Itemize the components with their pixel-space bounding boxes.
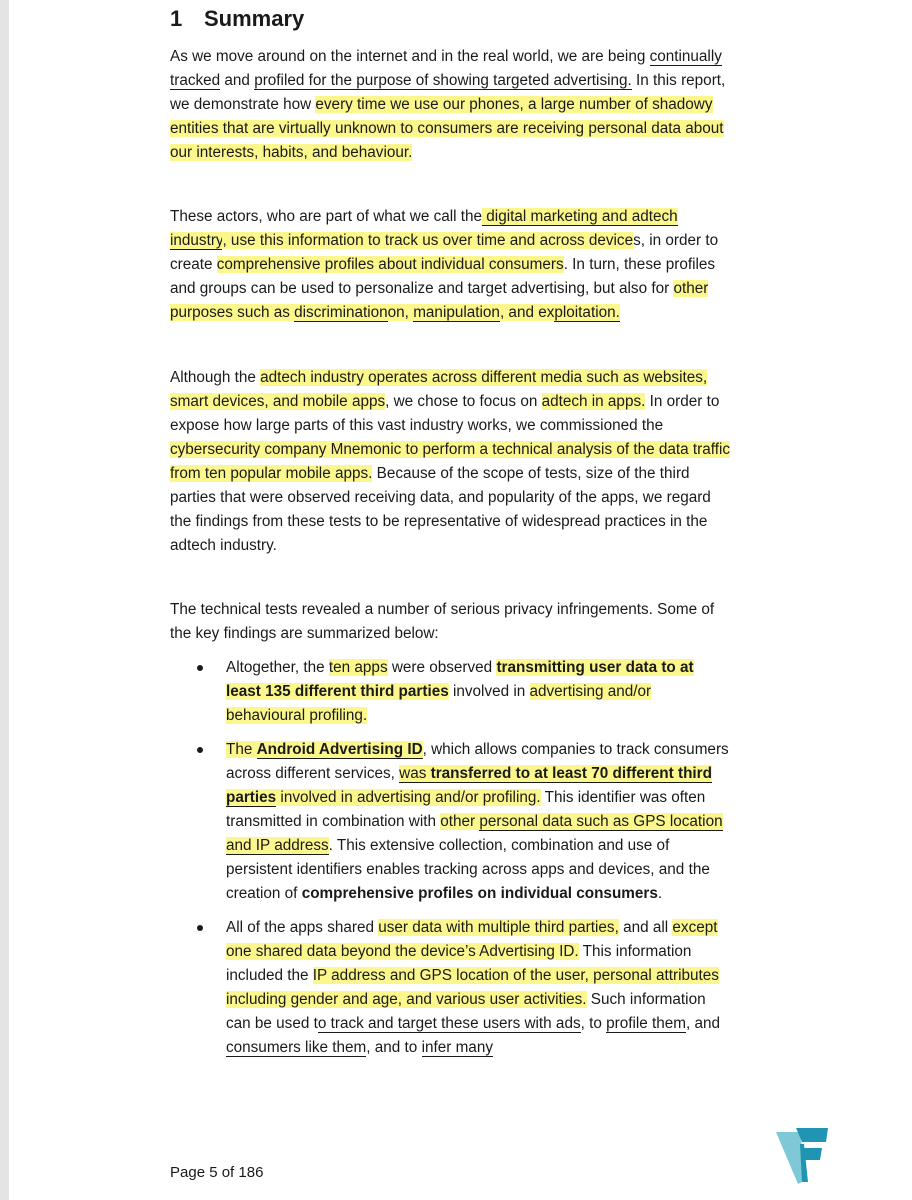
highlighted-text: other (440, 813, 480, 830)
highlighted-text: IP address and GPS location of the user, personal attributes including gender and age, and various user activities. (226, 967, 719, 1008)
bold-text: comprehensive profiles on individual consumers (301, 885, 658, 902)
text-run: , we chose to focus on (385, 393, 542, 410)
bullet-icon (197, 665, 203, 671)
list-item (170, 656, 730, 728)
text-run: , and (686, 1015, 721, 1032)
highlighted-underlined-text: was (399, 765, 431, 782)
underlined-text: profile them (606, 1015, 687, 1032)
highlighted-text: comprehensive profiles about individual consumers (216, 256, 564, 273)
text-run: Such information can be used t (226, 991, 706, 1032)
highlighted-text: other purposes such as (170, 280, 709, 321)
section-title: Summary (204, 6, 305, 31)
section-heading (170, 4, 304, 34)
highlighted-text: The (226, 741, 257, 758)
text-run: . In turn, these profiles and groups can be used to personalize and target advertising, but also for (170, 256, 716, 297)
highlighted-text: , and ex (499, 304, 555, 321)
highlighted-underlined-text: digital marketing and adtech industry (170, 208, 678, 249)
highlighted-text: except one shared data beyond the device’s Advertising ID. (226, 919, 718, 960)
text-run: In order to expose how large parts of this vast industry works, we commissioned the (170, 393, 720, 434)
highlighted-underlined-text: ploitation. (554, 304, 620, 321)
text-run: , and to (366, 1039, 422, 1056)
highlighted-text: advertising and/or behavioural profiling. (226, 683, 652, 724)
list-item (170, 738, 730, 906)
text-run: and (220, 72, 255, 89)
text-run: and all (618, 919, 673, 936)
forbrukerradet-logo-icon (774, 1126, 830, 1184)
text-run: Because of the scope of tests, size of the third parties that were observed receiving data, and popularity of the apps, we regard the findings from these tests to be representative of widespread practices in the adtech industry. (170, 465, 711, 554)
highlighted-text: adtech industry operates across different media such as websites, smart devices, and mobile apps (170, 369, 708, 410)
highlighted-bold-underlined-text: Android Advertising ID (256, 741, 423, 758)
bullet-icon (197, 925, 203, 931)
underlined-text: infer many (421, 1039, 493, 1056)
highlighted-text: every time we use our phones, a large number of shadowy entities that are virtually unknown to consumers are receiving personal data about our interests, habits, and behaviour. (170, 96, 724, 161)
highlighted-text: cybersecurity company Mnemonic to perform a technical analysis of the data traffic from ten popular mobile apps. (170, 441, 731, 482)
highlighted-bold-underlined-text: transferred to at least 70 different third parties (226, 765, 712, 806)
text-run: Altogether, the (226, 659, 329, 676)
highlighted-text: involved in advertising and/or profiling. (276, 789, 541, 806)
paragraph-adtech (170, 366, 730, 558)
text-run: , which allows companies to track consumers across different services, (226, 741, 729, 782)
page-number-footer: Page 5 of 186 (170, 1164, 264, 1181)
highlighted-text: on, (387, 304, 414, 321)
text-run: . This extensive collection, combination and use of persistent identifiers enables tracking across apps and devices, and the creation of (226, 837, 710, 902)
list-item (170, 916, 730, 1060)
text-run: s, in order to create (170, 232, 719, 273)
section-number: 1 (170, 6, 183, 31)
text-run: involved in (448, 683, 530, 700)
text-run: . (657, 885, 663, 902)
highlighted-text: user data with multiple third parties, (378, 919, 619, 936)
document-page (9, 0, 912, 1200)
underlined-text: continually tracked (170, 48, 722, 89)
text-run: were observed (387, 659, 497, 676)
text-run: As we move around on the internet and in the real world, we are being (170, 48, 650, 65)
underlined-text: profiled for the purpose of showing targeted advertising. (254, 72, 632, 89)
highlighted-underlined-text: manipulation (413, 304, 500, 321)
text-run: The technical tests revealed a number of serious privacy infringements. Some of the key findings are summarized below: (170, 601, 715, 642)
text-run: These actors, who are part of what we call the (170, 208, 483, 225)
text-run: This information included the (226, 943, 692, 984)
bullet-icon (197, 747, 203, 753)
underlined-text: consumers like them (226, 1039, 367, 1056)
highlighted-bold-text: transmitting user data to at least 135 different third parties (226, 659, 694, 700)
paragraph-actors (170, 205, 730, 325)
text-run: All of the apps shared (226, 919, 379, 936)
highlighted-text: ten apps (328, 659, 388, 676)
highlighted-text: , use this information to track us over time and across device (222, 232, 634, 249)
highlighted-text: adtech in apps. (541, 393, 646, 410)
text-run: This identifier was often transmitted in combination with (226, 789, 706, 830)
text-run: In this report, we demonstrate how (170, 72, 726, 113)
highlighted-underlined-text: personal data such as GPS location and IP address (226, 813, 723, 854)
paragraph-intro (170, 45, 730, 165)
findings-list (170, 656, 730, 1070)
text-run: , to (580, 1015, 607, 1032)
text-run: Although the (170, 369, 261, 386)
underlined-text: o track and target these users with ads (317, 1015, 581, 1032)
paragraph-findings-intro (170, 598, 730, 646)
highlighted-underlined-text: discrimination (294, 304, 388, 321)
